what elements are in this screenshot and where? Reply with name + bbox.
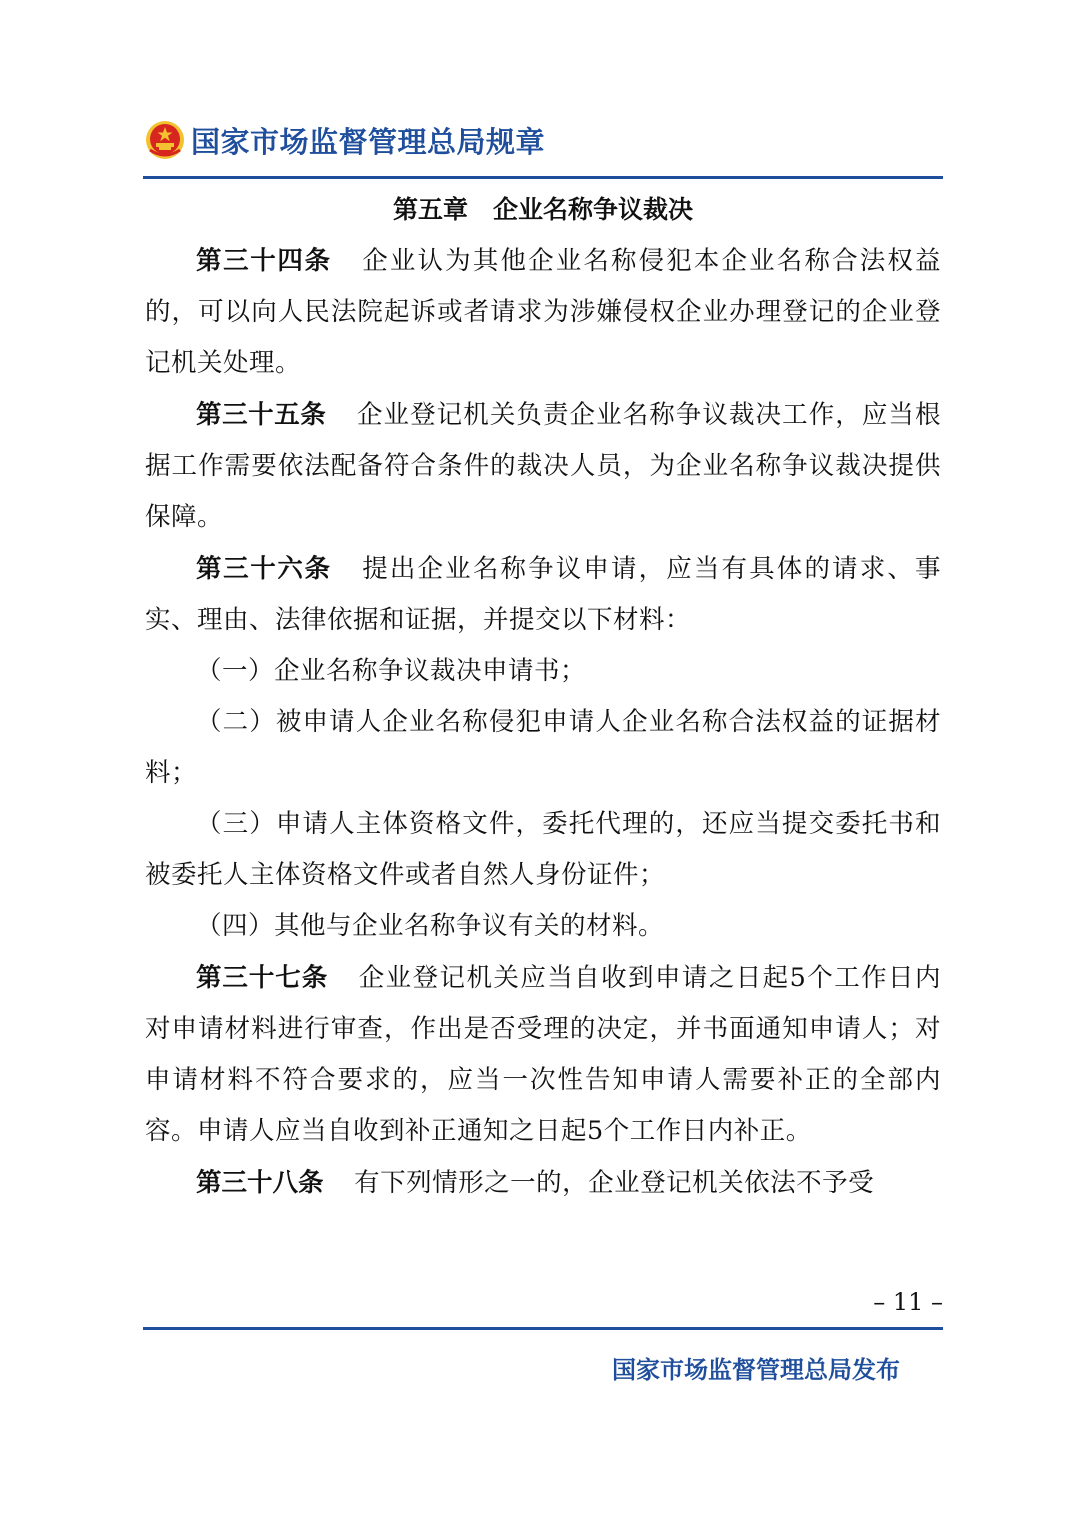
article-37	[145, 953, 941, 1157]
article-38	[145, 1158, 941, 1209]
article-35	[145, 390, 941, 543]
national-emblem-icon	[145, 120, 185, 160]
list-item: （四）其他与企业名称争议有关的材料。	[196, 911, 665, 941]
article-text: 企业登记机关负责企业名称争议裁决工作，应当根据工作需要依法配备符合条件的裁决人员，为企业名称争议裁决提供保障。	[145, 400, 941, 532]
list-item: （一）企业名称争议裁决申请书；	[196, 656, 587, 686]
article-text: 企业认为其他企业名称侵犯本企业名称合法权益的，可以向人民法院起诉或者请求为涉嫌侵权企业办理登记的企业登记机关处理。	[145, 246, 941, 378]
article-number: 第三十七条	[196, 963, 329, 993]
chapter-title: 第五章 企业名称争议裁决	[392, 195, 693, 224]
list-item: （二）被申请人企业名称侵犯申请人企业名称合法权益的证据材料；	[145, 707, 941, 788]
footer-divider	[143, 1327, 943, 1330]
article-number: 第三十四条	[196, 246, 332, 276]
article-text: 提出企业名称争议申请，应当有具体的请求、事实、理由、法律依据和证据，并提交以下材料：	[145, 554, 941, 635]
article-number: 第三十六条	[196, 554, 332, 584]
article-34	[145, 236, 941, 389]
list-item: （三）申请人主体资格文件，委托代理的，还应当提交委托书和被委托人主体资格文件或者自然人身份证件；	[145, 809, 941, 890]
page-number: – 11 –	[873, 1288, 943, 1316]
article-text: 有下列情形之一的，企业登记机关依法不予受	[354, 1168, 875, 1198]
document-header	[143, 118, 943, 168]
article-number: 第三十八条	[196, 1168, 324, 1198]
article-36	[145, 544, 941, 646]
document-body	[145, 185, 941, 1209]
header-title: 国家市场监督管理总局规章	[191, 125, 546, 159]
footer-publisher: 国家市场监督管理总局发布	[612, 1356, 900, 1384]
article-text: 企业登记机关应当自收到申请之日起5个工作日内对申请材料进行审查，作出是否受理的决定，并书面通知申请人；对申请材料不符合要求的，应当一次性告知申请人需要补正的全部内容。申请人应当自收到补正通知之日起5个工作日内补正。	[145, 963, 941, 1146]
header-divider	[143, 176, 943, 179]
article-number: 第三十五条	[196, 400, 327, 430]
